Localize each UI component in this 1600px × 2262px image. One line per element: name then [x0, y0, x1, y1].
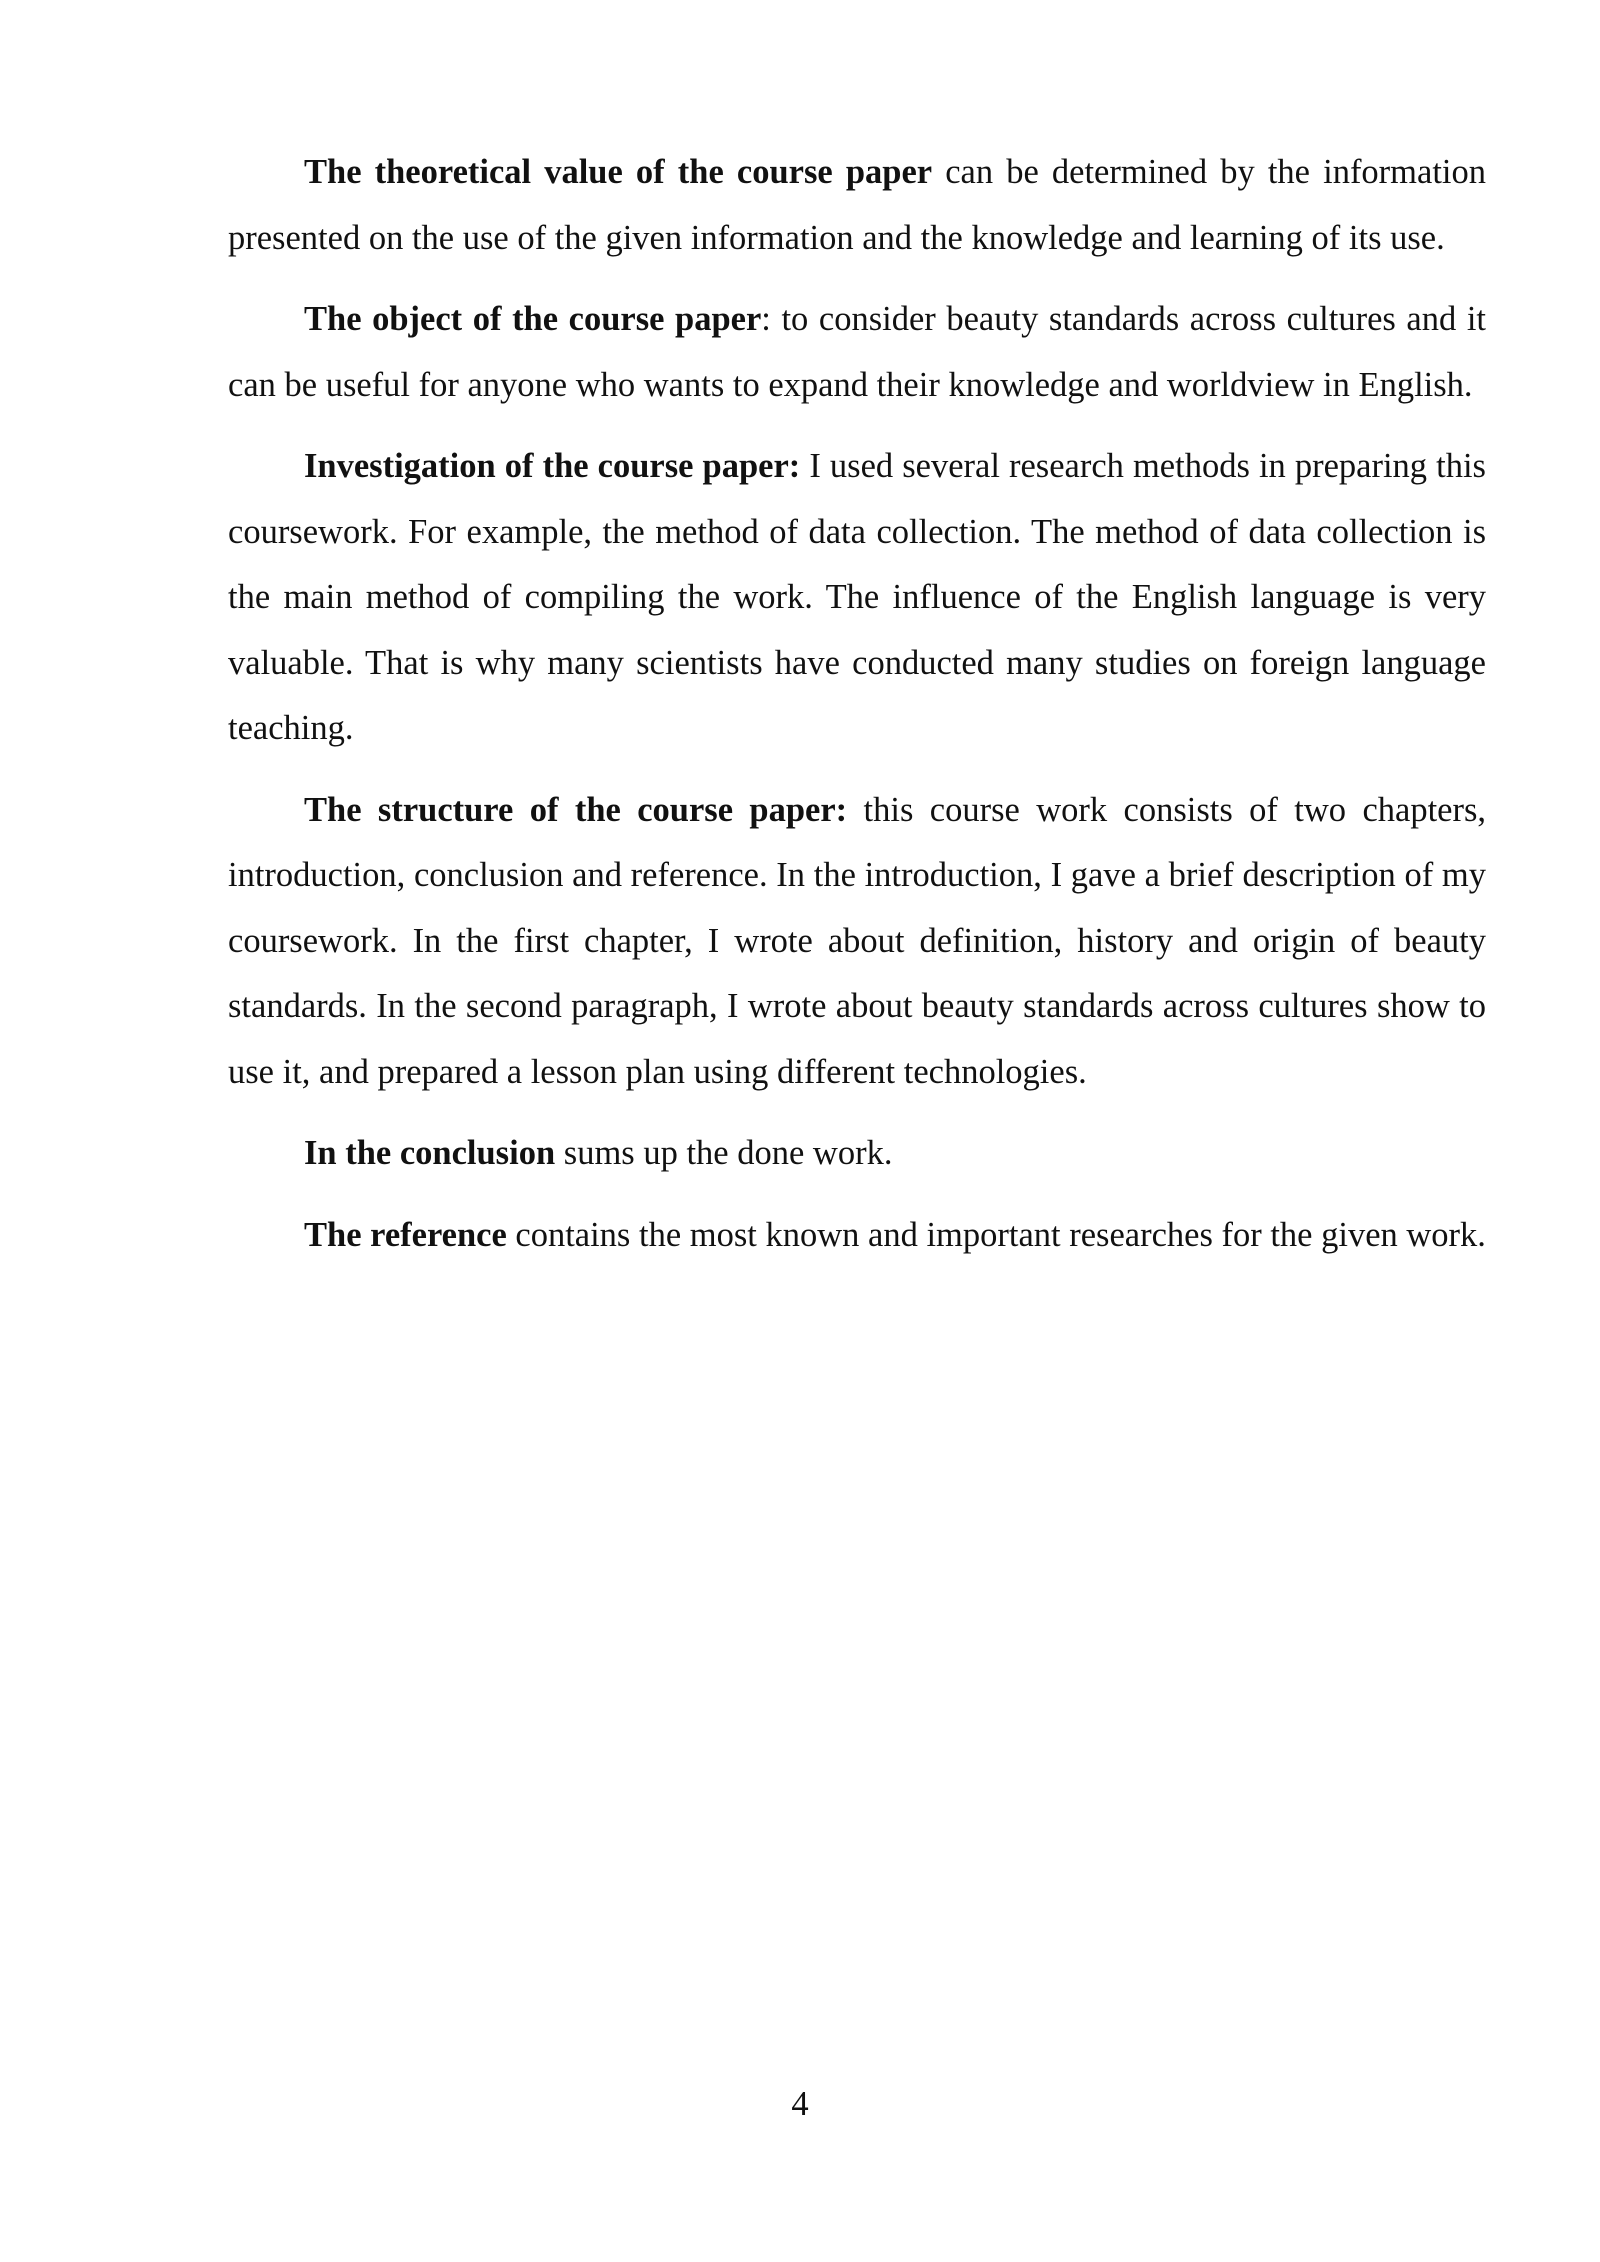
paragraph-lead: The reference — [304, 1215, 507, 1254]
paragraph-conclusion — [228, 1121, 1486, 1187]
paragraph-lead: Investigation of the course paper: — [304, 447, 801, 485]
paragraph-text: can be determined by the information presented on the use of the given information and the knowledge and learning of its use. — [228, 153, 1486, 257]
paragraph-text: I used several research methods in preparing this coursework. For example, the method of data collection. The method of data collection is the main method of compiling the work. The influence of the English language is very valuable. That is why many scientists have conducted many studies on foreign language teaching. — [228, 447, 1486, 747]
paragraph-object — [228, 287, 1486, 418]
page-number: 4 — [791, 2085, 809, 2123]
paragraph-text: sums up the done work. — [555, 1134, 893, 1172]
paragraph-lead: The object of the course paper — [304, 300, 762, 338]
paragraph-lead: In the conclusion — [304, 1134, 556, 1172]
paragraph-theoretical-value — [228, 140, 1486, 271]
page-body — [228, 140, 1486, 1284]
paragraph-text: : to consider beauty standards across cultures and it can be useful for anyone who wants to expand their knowledge and worldview in English. — [228, 300, 1486, 404]
paragraph-text: this course work consists of two chapters, introduction, conclusion and reference. In the introduction, I gave a brief description of my coursework. In the first chapter, I wrote about definition, history and origin of beauty standards. In the second paragraph, I wrote about beauty standards across cultures show to use it, and prepared a lesson plan using different technologies. — [228, 790, 1487, 1091]
paragraph-investigation — [228, 434, 1486, 762]
paragraph-text: contains the most known and important researches for the given work. — [506, 1215, 1486, 1254]
paragraph-lead: The structure of the course paper: — [304, 790, 848, 829]
paragraph-structure — [228, 778, 1486, 1106]
paragraph-lead: The theoretical value of the course paper — [304, 153, 933, 191]
paragraph-reference — [228, 1203, 1486, 1269]
